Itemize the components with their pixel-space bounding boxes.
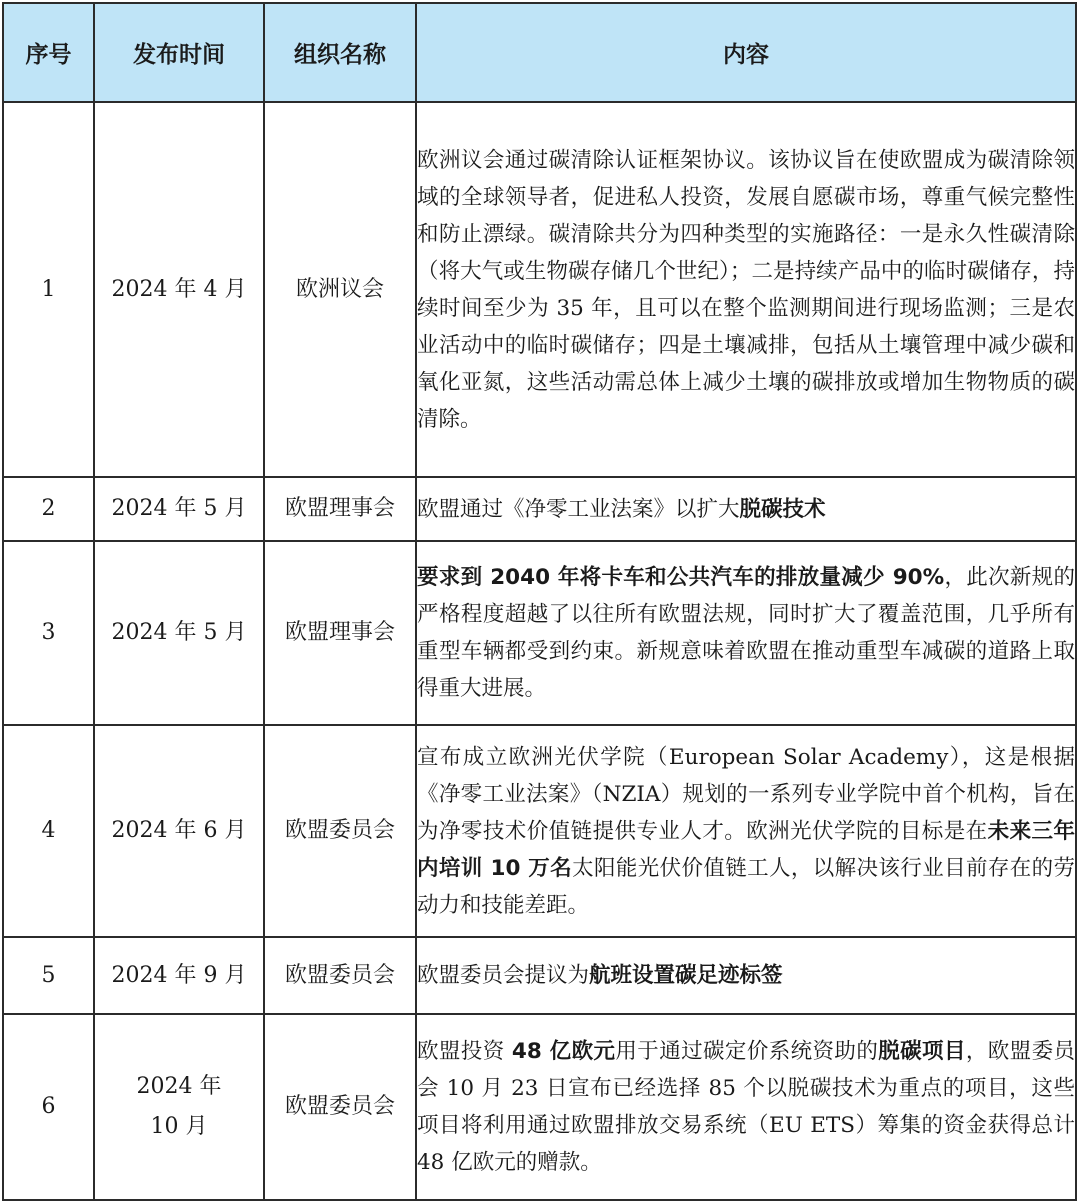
cell-date: 2024 年 5 月 [94, 477, 264, 541]
content-text: 欧盟委员会提议为 [417, 963, 590, 988]
cell-content [416, 477, 1076, 541]
cell-date: 2024 年 10 月 [94, 1014, 264, 1200]
cell-org: 欧盟委员会 [264, 725, 416, 937]
content-text: 欧洲议会通过碳清除认证框架协议。该协议旨在使欧盟成为碳清除领域的全球领导者，促进私人投资，发展自愿碳市场，尊重气候完整性和防止漂绿。碳清除共分为四种类型的实施路径：一是永久性碳清除（将大气或生物碳存储几个世纪）；二是持续产品中的临时碳储存，持续时间至少为 35 年，且可以在整个监测期间进行现场监测；三是农业活动中的临时碳储存；四是土壤减排，包括从土壤管理中减少碳和氧化亚氮，这些活动需总体上减少土壤的碳排放或增加生物物质的碳清除。 [417, 147, 1075, 432]
content-text: ，此次新规的严格程度超越了以往所有欧盟法规，同时扩大了覆盖范围，几乎所有重型车辆都受到约束。新规意味着欧盟在推动重型车减碳的道路上取得重大进展。 [417, 565, 1075, 701]
content-bold-text: 脱碳技术 [739, 496, 826, 522]
cell-org: 欧盟委员会 [264, 1014, 416, 1200]
header-org: 组织名称 [264, 3, 416, 102]
cell-no: 4 [3, 725, 94, 937]
cell-no: 6 [3, 1014, 94, 1200]
cell-content [416, 725, 1076, 937]
cell-date: 2024 年 4 月 [94, 102, 264, 477]
content-text: ，欧盟委员会 10 月 23 日宣布已经选择 85 个以脱碳技术为重点的项目，这些项目将利用通过欧盟排放交易系统（EU ETS）筹集的资金获得总计 48 亿欧元的赠款。 [417, 1039, 1075, 1175]
content-bold-text: 航班设置碳足迹标签 [589, 963, 783, 988]
table-row [3, 102, 1076, 477]
cell-org: 欧盟理事会 [264, 477, 416, 541]
table-row [3, 477, 1076, 541]
cell-content [416, 1014, 1076, 1200]
content-text: 太阳能光伏价值链工人，以解决该行业目前存在的劳动力和技能差距。 [417, 855, 1075, 918]
table-row [3, 937, 1076, 1014]
content-text: 欧盟通过《净零工业法案》以扩大 [417, 496, 740, 522]
cell-no: 3 [3, 541, 94, 725]
table-row [3, 725, 1076, 937]
header-content: 内容 [416, 3, 1076, 102]
policy-table [2, 2, 1077, 1201]
header-date: 发布时间 [94, 3, 264, 102]
header-row [3, 3, 1076, 102]
cell-no: 2 [3, 477, 94, 541]
table-row [3, 1014, 1076, 1200]
content-bold-text: 脱碳项目 [878, 1039, 966, 1064]
content-text: 用于通过碳定价系统资助的 [615, 1039, 879, 1064]
content-bold-text: 48 亿欧元 [511, 1039, 616, 1064]
cell-date: 2024 年 5 月 [94, 541, 264, 725]
content-text: 欧盟投资 [417, 1039, 512, 1064]
table-row [3, 541, 1076, 725]
cell-date: 2024 年 6 月 [94, 725, 264, 937]
header-no: 序号 [3, 3, 94, 102]
content-bold-text: 要求到 2040 年将卡车和公共汽车的排放量减少 90% [417, 565, 945, 590]
cell-org: 欧盟委员会 [264, 937, 416, 1014]
cell-org: 欧盟理事会 [264, 541, 416, 725]
content-text: 宣布成立欧洲光伏学院（European Solar Academy），这是根据《净零工业法案》（NZIA）规划的一系列专业学院中首个机构，旨在为净零技术价值链提供专业人才。欧洲光伏学院的目标是在 [417, 744, 1075, 844]
cell-no: 5 [3, 937, 94, 1014]
cell-content [416, 937, 1076, 1014]
content-bold-text: 未来三年内培训 10 万名 [417, 818, 1075, 881]
cell-no: 1 [3, 102, 94, 477]
cell-org: 欧洲议会 [264, 102, 416, 477]
cell-content [416, 541, 1076, 725]
cell-content [416, 102, 1076, 477]
cell-date: 2024 年 9 月 [94, 937, 264, 1014]
